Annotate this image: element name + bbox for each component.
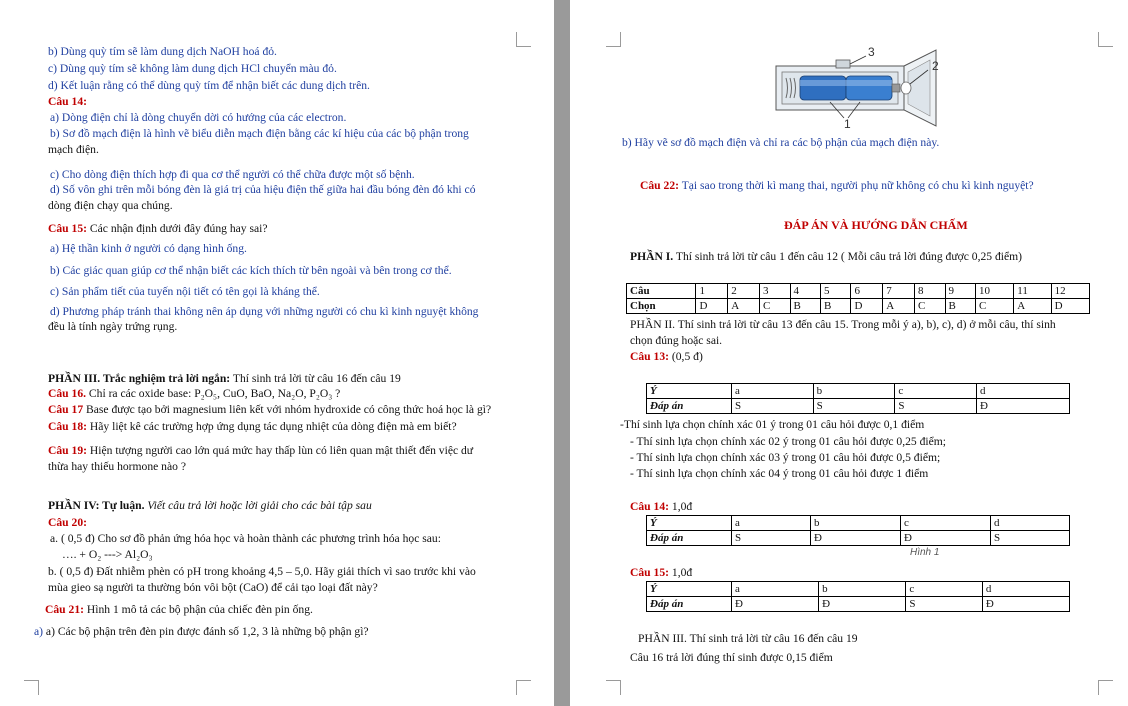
- table-cell: Đ: [732, 597, 819, 612]
- table-header-cell: a: [732, 516, 811, 531]
- question-17: [48, 403, 491, 416]
- scoring-rule: - Thí sinh lựa chọn chính xác 04 ý trong 01 câu hỏi được 1 điểm: [630, 467, 929, 480]
- question-22-title: Câu 22:: [640, 179, 679, 192]
- question-19-title: Câu 19:: [48, 444, 87, 457]
- table-cell: 2: [728, 284, 760, 299]
- option-line: b) Các giác quan giúp cơ thể nhận biết các kích thích từ bên ngoài và bên trong cơ thể.: [50, 264, 452, 277]
- margin-corner-bottom-right: [516, 680, 531, 695]
- question-22: [640, 179, 1034, 192]
- question-20-b: b. ( 0,5 đ) Đất nhiễm phèn có pH trong khoảng 4,5 – 5,0. Hãy giải thích vì sao trước khi vào: [48, 565, 476, 578]
- part-1-heading: [630, 250, 1022, 263]
- table-cell: D: [696, 299, 728, 314]
- document-page-right: [570, 0, 1128, 706]
- question-16-answer: Câu 16 trả lời đúng thí sinh được 0,15 điểm: [630, 651, 833, 664]
- table-header-cell: Ý: [647, 384, 732, 399]
- table-header-cell: b: [819, 582, 906, 597]
- question-21-a-text: a) Các bộ phận trên đèn pin được đánh số 1,2, 3 là những bộ phận gì?: [45, 625, 369, 638]
- question-20-equation: …. + O₂ ---> Al₂O₃: [62, 548, 153, 561]
- table-row-label: Chọn: [627, 299, 696, 314]
- question-16-text: Chỉ ra các oxide base: P₂O₅, CuO, BaO, Na₂O, P₂O₃ ?: [88, 387, 341, 400]
- table-cell: S: [732, 531, 811, 546]
- table-header-cell: Ý: [647, 516, 732, 531]
- question-14-title: Câu 14:: [48, 95, 87, 108]
- table-row-label: Đáp án: [647, 399, 732, 414]
- question-20-a: a. ( 0,5 đ) Cho sơ đồ phản ứng hóa học và hoàn thành các phương trình hóa học sau:: [50, 532, 441, 545]
- table-row: [647, 582, 1070, 597]
- margin-corner-top-right: [1098, 32, 1113, 47]
- part-3-heading: [48, 372, 401, 385]
- table-cell: 4: [790, 284, 820, 299]
- question-15: [48, 222, 267, 235]
- scoring-rule: - Thí sinh lựa chọn chính xác 03 ý trong 01 câu hỏi được 0,5 điểm;: [630, 451, 941, 464]
- table-cell: 11: [1014, 284, 1051, 299]
- table-cell: Đ: [976, 399, 1069, 414]
- table-row: [627, 284, 1090, 299]
- part-1-text: Thí sinh trả lời từ câu 1 đến câu 12 ( Mỗi câu trả lời đúng được 0,25 điểm): [675, 250, 1023, 263]
- table-row: [647, 516, 1070, 531]
- table-cell: S: [906, 597, 983, 612]
- table-cell: D: [851, 299, 883, 314]
- document-page-left: [0, 0, 554, 706]
- part-3-text: Thí sinh trả lời từ câu 16 đến câu 19: [232, 372, 401, 385]
- part-4-heading: [48, 499, 372, 512]
- part-3-answer-heading: PHẦN III. Thí sinh trả lời từ câu 16 đến câu 19: [638, 632, 858, 645]
- table-cell: 12: [1051, 284, 1089, 299]
- table-row: [647, 384, 1070, 399]
- question-15-title: Câu 15:: [48, 222, 87, 235]
- question-15-heading: [630, 566, 692, 579]
- table-cell: Đ: [810, 531, 900, 546]
- table-cell: 5: [821, 284, 851, 299]
- part-4-title: PHẦN IV: Tự luận.: [48, 499, 145, 512]
- table-cell: 10: [976, 284, 1014, 299]
- question-18: [48, 420, 457, 433]
- table-cell: 6: [851, 284, 883, 299]
- table-cell: A: [1014, 299, 1051, 314]
- question-19-text-cont: thừa hay thiếu hormone nào ?: [48, 460, 186, 473]
- table-row-label: Câu: [627, 284, 696, 299]
- table-cell: 8: [915, 284, 945, 299]
- option-line: dòng điện chạy qua chúng.: [48, 199, 173, 212]
- question-14-heading: [630, 500, 692, 513]
- question-13-heading: [630, 350, 703, 363]
- table-row: [647, 399, 1070, 414]
- table-row: [647, 597, 1070, 612]
- question-21-title: Câu 21:: [45, 603, 84, 616]
- table-cell: C: [915, 299, 945, 314]
- question-21: [45, 603, 313, 616]
- margin-corner-bottom-left: [24, 680, 39, 695]
- margin-corner-bottom-right: [1098, 680, 1113, 695]
- question-16: [48, 387, 340, 400]
- question-19-text: Hiện tượng người cao lớn quá mức hay thấp lùn có liên quan mật thiết đến việc dư: [89, 444, 474, 457]
- table-cell: C: [760, 299, 790, 314]
- figure-label-3: 3: [868, 45, 875, 59]
- table-header-cell: c: [895, 384, 977, 399]
- option-line: c) Dùng quỳ tím sẽ không làm dung dịch HCl chuyển màu đỏ.: [48, 62, 337, 75]
- question-15-text: Các nhận định dưới đây đúng hay sai?: [89, 222, 268, 235]
- table-cell: A: [728, 299, 760, 314]
- question-14-points: 1,0đ: [671, 500, 693, 513]
- table-cell: 1: [696, 284, 728, 299]
- part-4-text: Viết câu trả lời hoặc lời giải cho các bài tập sau: [147, 499, 372, 512]
- table-header-cell: b: [810, 516, 900, 531]
- table-row-label: Đáp án: [647, 597, 732, 612]
- table-cell: S: [732, 399, 814, 414]
- table-cell: B: [945, 299, 975, 314]
- option-line: a) Hệ thần kinh ở người có dạng hình ống.: [50, 242, 247, 255]
- figure-label-1: 1: [844, 117, 851, 130]
- question-15-points: 1,0đ: [671, 566, 693, 579]
- part-2-text: PHẦN II. Thí sinh trả lời từ câu 13 đến câu 15. Trong mỗi ý a), b), c), d) ở mỗi câu, thí sinh: [630, 318, 1056, 331]
- table-cell: Đ: [982, 597, 1069, 612]
- table-cell: B: [790, 299, 820, 314]
- answer-table-question-14: [646, 515, 1070, 546]
- option-line: mạch điện.: [48, 143, 99, 156]
- table-cell: 7: [883, 284, 915, 299]
- table-header-cell: a: [732, 384, 814, 399]
- flashlight-figure: [770, 42, 960, 130]
- option-line: đều là tính ngày trứng rụng.: [48, 320, 178, 333]
- table-header-cell: Ý: [647, 582, 732, 597]
- question-20-title: Câu 20:: [48, 516, 87, 529]
- option-line: c) Sản phẩm tiết của tuyến nội tiết có tên gọi là kháng thể.: [50, 285, 320, 298]
- figure-label-2: 2: [932, 59, 939, 73]
- figure-caption: Hình 1: [910, 547, 940, 558]
- question-13-title: Câu 13:: [630, 350, 669, 363]
- table-row: [627, 299, 1090, 314]
- table-cell: S: [895, 399, 977, 414]
- table-header-cell: d: [982, 582, 1069, 597]
- table-cell: S: [990, 531, 1069, 546]
- table-cell: B: [821, 299, 851, 314]
- part-1-title: PHẦN I.: [630, 250, 674, 263]
- table-cell: 3: [760, 284, 790, 299]
- question-20-b-cont: mùa gieo sạ người ta thường bón vôi bột (CaO) để cải tạo loại đất này?: [48, 581, 378, 594]
- table-header-cell: d: [990, 516, 1069, 531]
- margin-corner-bottom-left: [606, 680, 621, 695]
- question-21-a: a) a) Các bộ phận trên đèn pin được đánh số 1,2, 3 là những bộ phận gì?: [34, 625, 369, 638]
- option-line: c) Cho dòng điện thích hợp đi qua cơ thể người có thể chữa được một số bệnh.: [50, 168, 415, 181]
- table-cell: A: [883, 299, 915, 314]
- option-line: b) Dùng quỳ tím sẽ làm dung dịch NaOH hoá đỏ.: [48, 45, 277, 58]
- option-line: a) Dòng điện chỉ là dòng chuyển dời có hướng của các electron.: [50, 111, 347, 124]
- table-cell: D: [1051, 299, 1089, 314]
- table-cell: C: [976, 299, 1014, 314]
- option-line: b) Sơ đồ mạch điện là hình vẽ biểu diễn mạch điện bằng các kí hiệu của các bộ phận trong: [50, 127, 469, 140]
- question-16-title: Câu 16.: [48, 387, 87, 400]
- question-15-title: Câu 15:: [630, 566, 669, 579]
- question-18-text: Hãy liệt kê các trường hợp ứng dụng tác dụng nhiệt của dòng điện mà em biết?: [89, 420, 457, 433]
- question-13-points: (0,5 đ): [671, 350, 703, 363]
- option-line: d) Phương pháp tránh thai không nên áp dụng với những người có chu kì kinh nguyệt không: [50, 305, 479, 318]
- question-21-text: Hình 1 mô tả các bộ phận của chiếc đèn pin ống.: [86, 603, 313, 616]
- scoring-rule: -Thí sinh lựa chọn chính xác 01 ý trong 01 câu hỏi được 0,1 điểm: [620, 418, 925, 431]
- question-21-b: b) Hãy vẽ sơ đồ mạch điện và chỉ ra các bộ phận của mạch điện này.: [622, 136, 940, 149]
- table-header-cell: d: [976, 384, 1069, 399]
- answer-table-question-15: [646, 581, 1070, 612]
- table-row-label: Đáp án: [647, 531, 732, 546]
- part-2-text-cont: chọn đúng hoặc sai.: [630, 334, 723, 347]
- table-cell: Đ: [900, 531, 990, 546]
- table-header-cell: a: [732, 582, 819, 597]
- table-cell: Đ: [819, 597, 906, 612]
- table-header-cell: c: [906, 582, 983, 597]
- margin-corner-top-right: [516, 32, 531, 47]
- option-line: d) Số vôn ghi trên mỗi bóng đèn là giá trị của hiệu điện thế giữa hai đầu bóng đèn đó khi có: [50, 183, 476, 196]
- answer-table-question-13: [646, 383, 1070, 414]
- table-header-cell: c: [900, 516, 990, 531]
- table-header-cell: b: [813, 384, 895, 399]
- question-14-title: Câu 14:: [630, 500, 669, 513]
- question-19: [48, 444, 473, 457]
- table-row: [647, 531, 1070, 546]
- part-3-title: PHẦN III. Trắc nghiệm trả lời ngắn:: [48, 372, 231, 385]
- option-line: d) Kết luận rằng có thể dùng quỳ tím để nhận biết các dung dịch trên.: [48, 79, 370, 92]
- question-18-title: Câu 18:: [48, 420, 87, 433]
- scoring-rule: - Thí sinh lựa chọn chính xác 02 ý trong 01 câu hỏi được 0,25 điểm;: [630, 435, 946, 448]
- table-cell: S: [813, 399, 895, 414]
- answer-table-part-1: [626, 283, 1090, 314]
- question-17-text: Base được tạo bởi magnesium liên kết với nhóm hydroxide có công thức hoá học là gì?: [86, 403, 492, 416]
- question-17-title: Câu 17: [48, 403, 84, 416]
- question-22-text: Tại sao trong thời kì mang thai, người phụ nữ không có chu kì kinh nguyệt?: [681, 179, 1034, 192]
- margin-corner-top-left: [606, 32, 621, 47]
- answer-key-title: ĐÁP ÁN VÀ HƯỚNG DẪN CHẤM: [784, 218, 968, 232]
- table-cell: 9: [945, 284, 975, 299]
